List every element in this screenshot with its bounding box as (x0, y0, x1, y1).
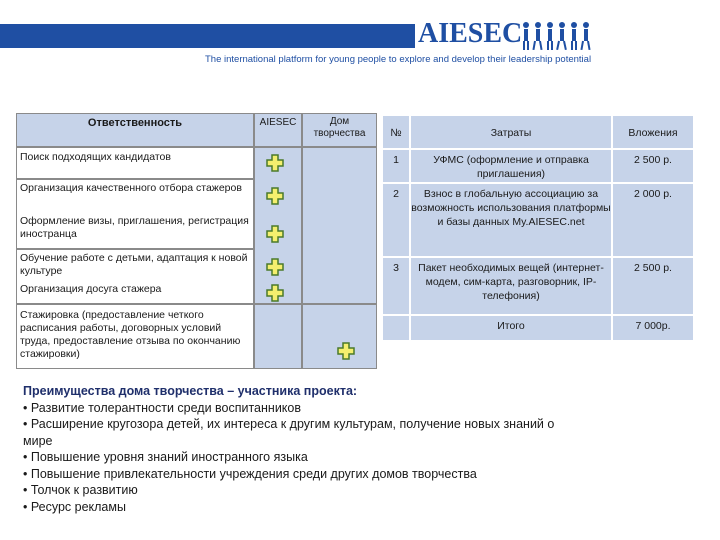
invest-header: Вложения (612, 115, 694, 149)
people-walking-icon (520, 20, 592, 52)
list-item: • Развитие толерантности среди воспитанников (23, 400, 302, 415)
list-item: • Повышение привлекательности учреждения среди других домов творчества (23, 466, 477, 481)
total-value: 7 000р. (612, 315, 694, 341)
responsibility-item: Организация качественного отбора стажеров (20, 182, 242, 194)
plus-icon (266, 284, 284, 302)
header-bar (0, 24, 415, 48)
row-invest: 2 500 р. (612, 257, 694, 315)
dom-column (302, 147, 377, 304)
aiesec-header: AIESEC (254, 113, 302, 147)
list-item: • Толчок к развитию (23, 483, 138, 497)
plus-icon (266, 258, 284, 276)
responsibility-item: Поиск подходящих кандидатов (20, 151, 171, 163)
row-num: 2 (382, 183, 410, 257)
plus-icon (266, 225, 284, 243)
benefits-list (23, 383, 583, 515)
responsibility-item: Стажировка (предоставление четкого расписания работы, договорных условий труда, предоставление отзыва по окончанию стажировки) (20, 309, 241, 360)
plus-icon (266, 154, 284, 172)
responsibility-header: Ответственность (16, 113, 254, 147)
row-cost: УФМС (оформление и отправка приглашения) (410, 149, 612, 183)
row-cost: Взнос в глобальную ассоциацию за возможность использования платформы и базы данных My.AIESEC.net (410, 183, 612, 257)
cost-header: Затраты (410, 115, 612, 149)
row-invest: 2 500 р. (612, 149, 694, 183)
row-num: 1 (382, 149, 410, 183)
row-cost: Пакет необходимых вещей (интернет-модем, сим-карта, разговорник, IP-телефония) (410, 257, 612, 315)
list-item: • Повышение уровня знаний иностранного языка (23, 450, 308, 464)
responsibility-item: Организация досуга стажера (20, 283, 162, 295)
aiesec-column (254, 304, 302, 369)
plus-icon (266, 187, 284, 205)
plus-icon (337, 342, 355, 360)
responsibility-item: Оформление визы, приглашения, регистрация иностранца (20, 215, 249, 240)
num-header: № (382, 115, 410, 149)
row-num: 3 (382, 257, 410, 315)
list-item: • Расширение кругозора детей, их интереса к другим культурам, получение новых знаний о мире (23, 417, 555, 448)
aiesec-logo: AIESEC (418, 18, 523, 49)
row-invest: 2 000 р. (612, 183, 694, 257)
total-label: Итого (410, 315, 612, 341)
responsibility-item: Обучение работе с детьми, адаптация к новой культуре (20, 252, 248, 277)
tagline: The international platform for young people to explore and develop their leadership potential (205, 54, 592, 65)
benefits-title: Преимущества дома творчества – участника проекта: (23, 384, 358, 398)
list-item: • Ресурс рекламы (23, 499, 126, 514)
row-num (382, 315, 410, 341)
dom-header: Дом творчества (302, 113, 377, 147)
